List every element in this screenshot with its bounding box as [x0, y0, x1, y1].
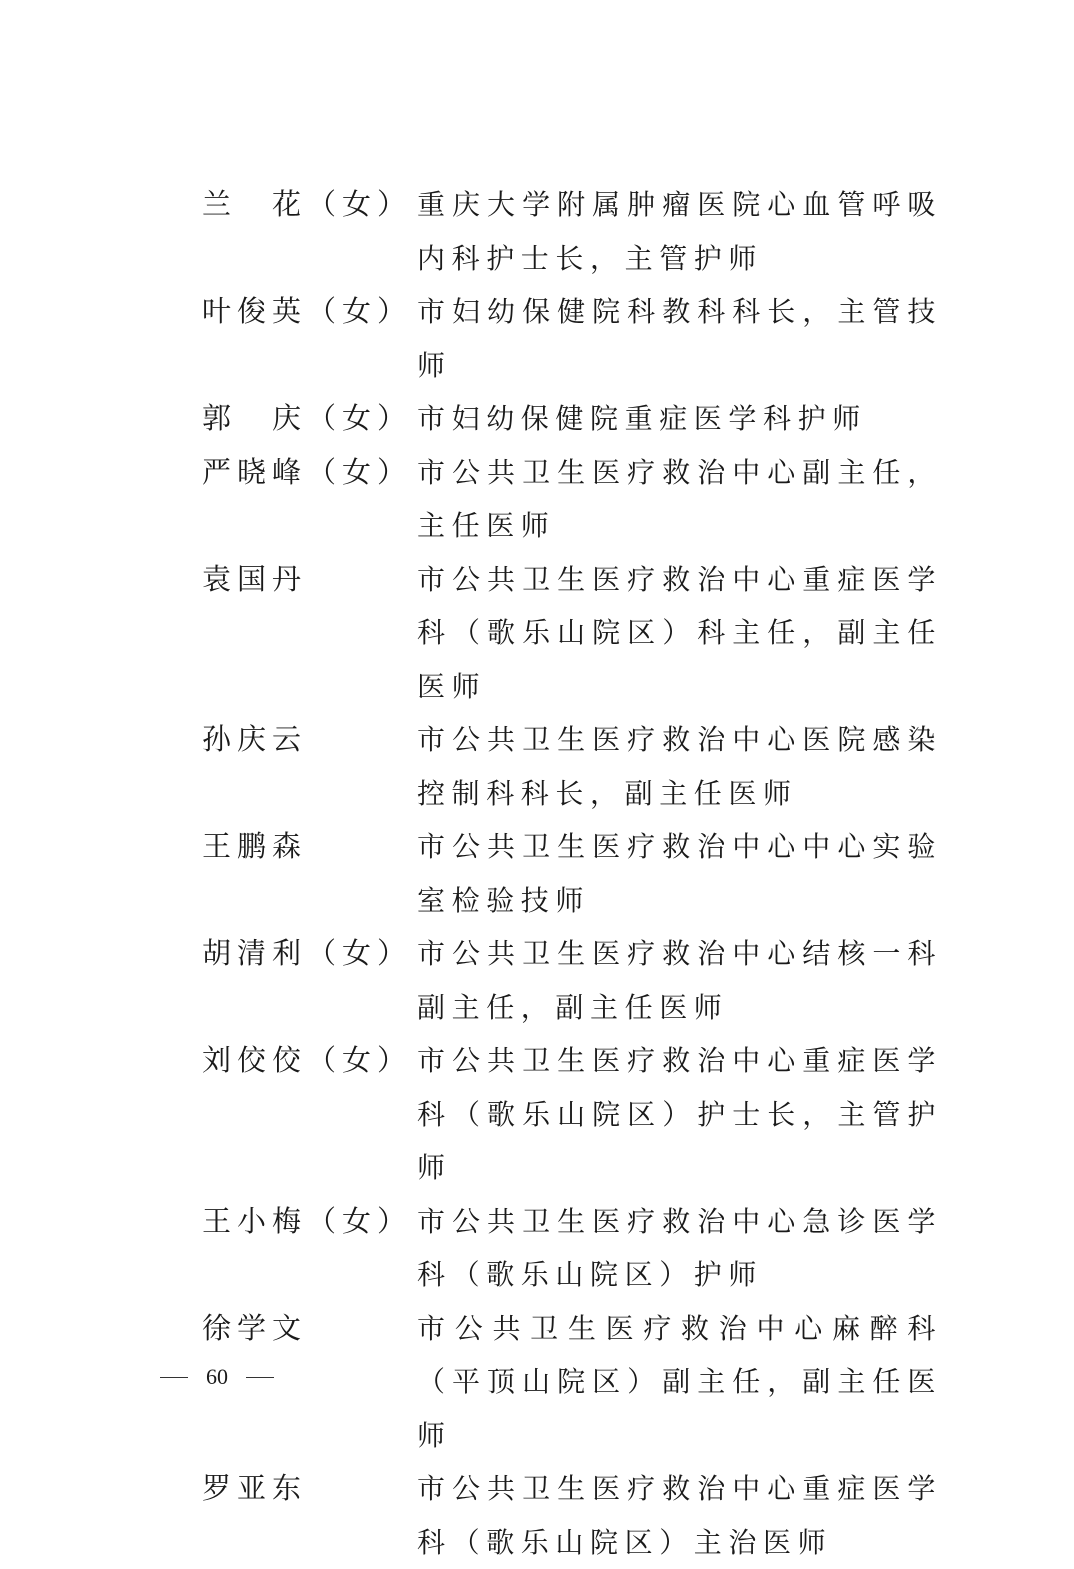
person-name: 郭 庆（女） [202, 401, 413, 435]
list-item [202, 820, 942, 927]
person-name: 王鹏森 [202, 829, 308, 863]
person-name: 袁国丹 [202, 561, 308, 596]
person-position: 市公共卫生医疗救治中心重症医学科（歌乐山院区）科主任，副主任医师 [417, 562, 942, 703]
footer-dash-right [246, 1377, 274, 1378]
person-name: 胡清利（女） [202, 936, 413, 970]
list-item [202, 713, 942, 820]
personnel-list [202, 178, 942, 1569]
list-item [202, 392, 942, 446]
person-position: 重庆大学附属肿瘤医院心血管呼吸内科护士长，主管护师 [417, 188, 942, 275]
person-name: 王小梅（女） [202, 1203, 413, 1238]
person-position: 市公共卫生医疗救治中心重症医学科（歌乐山院区）主治医师 [417, 1472, 942, 1559]
list-item [202, 285, 942, 392]
list-item [202, 178, 942, 285]
page-number: 60 [206, 1364, 228, 1389]
person-name: 孙庆云 [202, 722, 308, 756]
person-name: 罗亚东 [202, 1471, 308, 1505]
person-name: 刘佼佼（女） [202, 1043, 413, 1077]
page-footer [160, 1362, 274, 1392]
person-position: 市公共卫生医疗救治中心中心实验室检验技师 [417, 830, 942, 917]
person-name: 叶俊英（女） [202, 294, 413, 328]
list-item [202, 1462, 942, 1569]
person-position: 市公共卫生医疗救治中心麻醉科（平顶山院区）副主任，副主任医师 [417, 1311, 942, 1452]
footer-dash-left [160, 1377, 188, 1378]
person-name: 兰 花（女） [202, 187, 413, 221]
list-item [202, 927, 942, 1034]
person-position: 市公共卫生医疗救治中心结核一科副主任，副主任医师 [417, 937, 942, 1024]
list-item [202, 553, 942, 714]
list-item [202, 446, 942, 553]
person-position: 市公共卫生医疗救治中心医院感染控制科科长，副主任医师 [417, 723, 942, 810]
list-item [202, 1034, 942, 1195]
person-name: 徐学文 [202, 1310, 308, 1345]
person-position: 市公共卫生医疗救治中心副主任，主任医师 [417, 455, 942, 542]
person-position: 市公共卫生医疗救治中心急诊医学科（歌乐山院区）护师 [417, 1204, 942, 1291]
person-position: 市妇幼保健院重症医学科护师 [417, 402, 867, 435]
person-position: 市妇幼保健院科教科科长，主管技师 [417, 295, 942, 382]
list-item [202, 1195, 942, 1302]
person-name: 严晓峰（女） [202, 454, 413, 489]
person-position: 市公共卫生医疗救治中心重症医学科（歌乐山院区）护士长，主管护师 [417, 1044, 942, 1184]
list-item [202, 1302, 942, 1463]
